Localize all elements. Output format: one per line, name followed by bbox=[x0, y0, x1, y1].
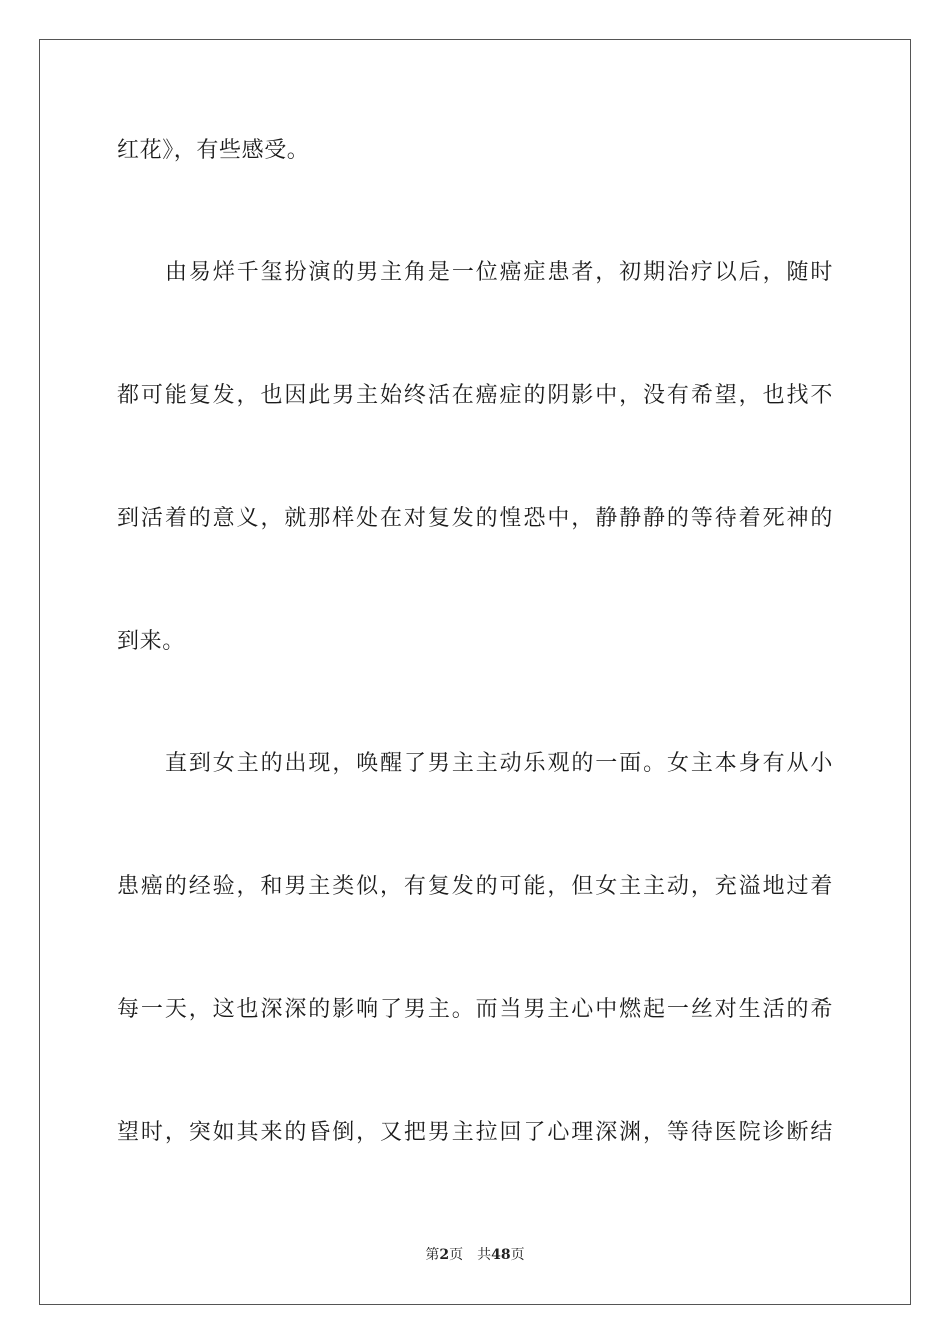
text-line-2: 由易烊千玺扮演的男主角是一位癌症患者，初期治疗以后，随时 bbox=[165, 260, 833, 285]
page-suffix: 页 bbox=[449, 1247, 464, 1263]
total-suffix: 页 bbox=[510, 1247, 525, 1263]
page-number: 2 bbox=[439, 1247, 450, 1263]
text-line-5: 到来。 bbox=[117, 629, 185, 654]
page-footer bbox=[0, 1246, 950, 1264]
page-prefix: 第 bbox=[425, 1247, 440, 1263]
page-frame bbox=[39, 39, 911, 1305]
text-line-1: 红花》，有些感受。 bbox=[117, 138, 310, 163]
text-line-6: 直到女主的出现，唤醒了男主主动乐观的一面。女主本身有从小 bbox=[165, 751, 833, 776]
total-pages: 48 bbox=[491, 1247, 511, 1263]
text-line-8: 每一天，这也深深的影响了男主。而当男主心中燃起一丝对生活的希 bbox=[117, 997, 833, 1022]
total-prefix: 共 bbox=[477, 1247, 492, 1263]
text-line-9: 望时，突如其来的昏倒，又把男主拉回了心理深渊，等待医院诊断结 bbox=[117, 1120, 833, 1145]
text-line-3: 都可能复发，也因此男主始终活在癌症的阴影中，没有希望，也找不 bbox=[117, 383, 833, 408]
text-line-7: 患癌的经验，和男主类似，有复发的可能，但女主主动，充溢地过着 bbox=[117, 874, 833, 899]
text-line-4: 到活着的意义，就那样处在对复发的惶恐中，静静静的等待着死神的 bbox=[117, 506, 833, 531]
